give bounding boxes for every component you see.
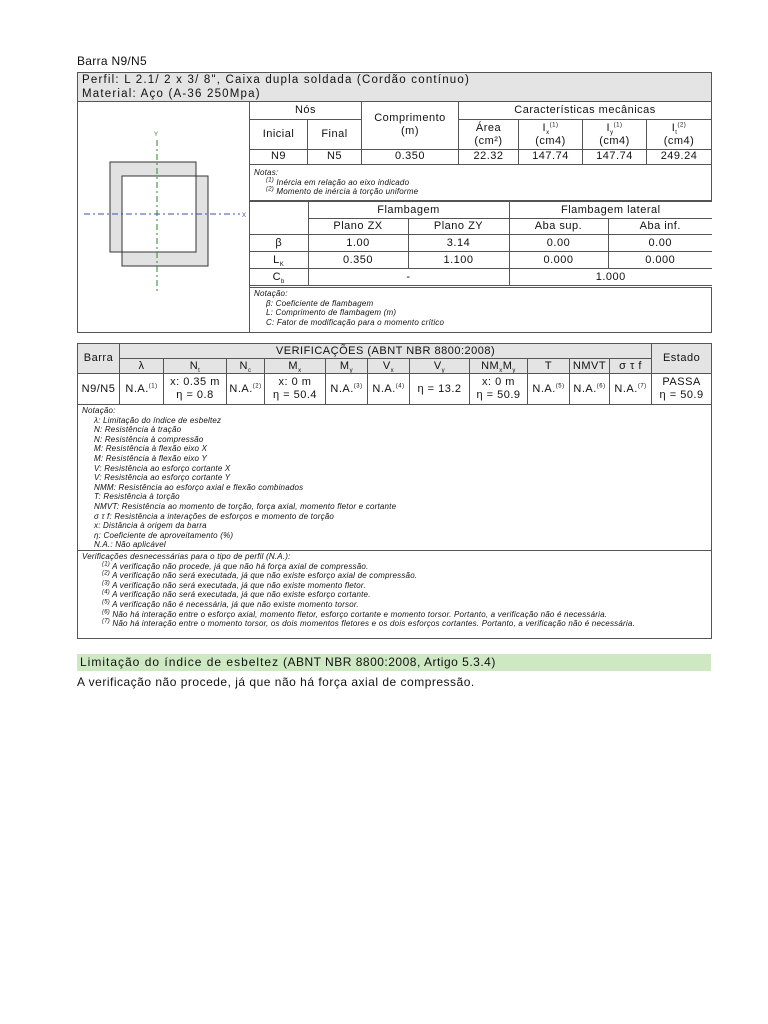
list-item: M: Resistência à flexão eixo Y xyxy=(94,453,208,463)
list-item: $^{(2)}$ A verificação não será executada, já que não existe esforço axial de compressão. xyxy=(102,570,418,581)
note-2: Momento de inércia à torção uniforme xyxy=(276,187,419,197)
list-item: N: Resistência à compressão xyxy=(94,434,204,444)
lk-inf: 0.000 xyxy=(608,252,712,269)
buckling-table xyxy=(250,201,712,286)
cb-lateral: 1.000 xyxy=(509,269,712,286)
beta-inf: 0.00 xyxy=(608,235,712,252)
cell-nc: N.A.$^{(2)}$ xyxy=(227,374,265,405)
col-vx: $V_x$ xyxy=(368,359,410,374)
list-item: $^{(1)}$ A verificação não procede, já que não há força axial de compressão. xyxy=(102,560,369,571)
list-item: x: Distância à origem da barra xyxy=(94,521,207,531)
cell-iy: 147.74 xyxy=(583,149,647,164)
buckling-wrapper xyxy=(250,200,712,288)
section-heading xyxy=(77,654,711,671)
col-t: T xyxy=(528,359,570,374)
note-1: Inércia em relação ao eixo indicado xyxy=(276,177,410,187)
ix-unit: (cm4) xyxy=(535,134,566,147)
inicial-header: Inicial xyxy=(250,120,308,150)
list-item: λ: Limitação do índice de esbeltez xyxy=(94,415,222,425)
bar-title: Barra N9/N5 xyxy=(77,54,147,68)
cell-lambda: N.A.$^{(1)}$ xyxy=(120,374,164,405)
col-vy: $V_y$ xyxy=(410,359,470,374)
lk-zx: 0.350 xyxy=(308,252,408,269)
it-unit: (cm4) xyxy=(663,134,695,147)
verif-notation-title: Notação: xyxy=(82,406,116,415)
col-stf: σ τ f xyxy=(610,359,652,374)
iy-unit: (cm4) xyxy=(599,134,630,147)
list-item: NMVT: Resistência ao momento de torção, força axial, momento fletor e cortante xyxy=(94,501,397,511)
list-item: NMM: Resistência ao esforço axial e flexão combinados xyxy=(94,482,304,492)
plano-zx-header: Plano ZX xyxy=(308,219,408,235)
cell-vy: η = 13.2 xyxy=(410,374,470,405)
beta-zx: 1.00 xyxy=(308,235,408,252)
aba-sup-header: Aba sup. xyxy=(509,219,608,235)
cell-vx: N.A.$^{(4)}$ xyxy=(368,374,410,405)
plano-zy-header: Plano ZY xyxy=(408,219,509,235)
cell-nmvt: N.A.$^{(6)}$ xyxy=(570,374,610,405)
col-nc: $N_c$ xyxy=(227,359,265,374)
cell-final: N5 xyxy=(308,149,362,164)
col-mx: $M_x$ xyxy=(265,359,326,374)
profile-line-1: Perfil: L 2.1/ 2 x 3/ 8", Caixa dupla soldada (Cordão contínuo) xyxy=(82,74,471,86)
list-item: V: Resistência ao esforço cortante Y xyxy=(94,473,231,483)
cell-comprimento: 0.350 xyxy=(362,149,459,164)
aba-inf-header: Aba inf. xyxy=(608,219,712,235)
buckling-notation xyxy=(250,288,712,333)
estado-header: Estado xyxy=(652,344,712,374)
nos-header: Nós xyxy=(250,102,362,120)
beta-sup: 0.00 xyxy=(509,235,608,252)
section-title: Limitação do índice de esbeltez xyxy=(80,655,280,669)
cell-barra: N9/N5 xyxy=(78,374,120,405)
list-item: N.A.: Não aplicável xyxy=(94,540,166,550)
final-header: Final xyxy=(308,120,362,150)
col-lambda: λ xyxy=(120,359,164,374)
table-row xyxy=(250,252,712,269)
area-unit: (cm²) xyxy=(474,134,503,147)
inertia-notes: Notas: $^{(1)}$ Inércia em relação ao eixo indicado $^{(2)}$ Momento de inércia à torção uniforme xyxy=(250,165,712,201)
cell-stf: N.A.$^{(7)}$ xyxy=(610,374,652,405)
profile-table xyxy=(77,72,712,333)
lk-label: $L_K$ xyxy=(250,252,308,269)
buckling-corner xyxy=(250,202,308,235)
col-my: $M_y$ xyxy=(326,359,368,374)
table-row xyxy=(250,269,712,286)
notes-title: Notas: xyxy=(254,167,279,177)
profile-drawing-cell xyxy=(78,102,250,333)
notation-beta: β: Coeficiente de flambagem xyxy=(266,298,374,308)
list-item: $^{(4)}$ A verificação não será executada, já que não existe esforço cortante. xyxy=(102,589,371,600)
area-header xyxy=(459,120,519,150)
cell-estado: PASSA η = 50.9 xyxy=(652,374,712,405)
notation-cb: C: Fator de modificação para o momento crítico xyxy=(266,317,445,327)
iy-header: $I_y^{(1)}$ (cm4) xyxy=(583,120,647,150)
notation-title: Notação: xyxy=(254,289,288,299)
cell-ix: 147.74 xyxy=(519,149,583,164)
cell-nmm: x: 0 m η = 50.9 xyxy=(470,374,528,405)
section-drawing xyxy=(78,102,250,328)
cell-t: N.A.$^{(5)}$ xyxy=(528,374,570,405)
table-row xyxy=(250,235,712,252)
barra-header: Barra xyxy=(78,344,120,374)
list-item: $^{(5)}$ A verificação não é necessária, já que não existe momento torsor. xyxy=(102,599,359,609)
verification-table xyxy=(77,343,712,639)
lk-zy: 1.100 xyxy=(408,252,509,269)
cell-my: N.A.$^{(3)}$ xyxy=(326,374,368,405)
verification-notation xyxy=(78,405,712,551)
col-nmvt: NMVT xyxy=(570,359,610,374)
cell-mx: x: 0 m η = 50.4 xyxy=(265,374,326,405)
beta-label: β xyxy=(250,235,308,252)
cell-area: 22.32 xyxy=(459,149,519,164)
cell-it: 249.24 xyxy=(647,149,712,164)
list-item: σ τ f: Resistência a interações de esforços e momento de torção xyxy=(94,511,335,521)
list-item: N: Resistência à tração xyxy=(94,425,182,435)
cell-nt: x: 0.35 m η = 0.8 xyxy=(164,374,227,405)
y-axis-label: Y xyxy=(154,132,159,138)
ix-header: $I_x^{(1)}$ (cm4) xyxy=(519,120,583,150)
x-axis-label: X xyxy=(242,213,247,219)
it-header: $I_t^{(2)}$ (cm4) xyxy=(647,120,712,150)
cb-label: $C_b$ xyxy=(250,269,308,286)
area-label: Área xyxy=(475,121,502,134)
list-item: M: Resistência à flexão eixo X xyxy=(94,444,208,454)
section-reference: (ABNT NBR 8800:2008, Artigo 5.3.4) xyxy=(279,655,496,669)
flambagem-lateral-header: Flambagem lateral xyxy=(509,202,712,219)
notation-lk: L: Comprimento de flambagem (m) xyxy=(266,308,397,318)
cell-inicial: N9 xyxy=(250,149,308,164)
comprimento-label-2: (m) xyxy=(401,125,419,138)
cb-flambagem: - xyxy=(308,269,509,286)
profile-header xyxy=(78,73,712,102)
table-row xyxy=(78,374,712,405)
comprimento-header xyxy=(362,102,459,150)
list-item: V: Resistência ao esforço cortante X xyxy=(94,463,231,473)
verificacoes-title: VERIFICAÇÕES (ABNT NBR 8800:2008) xyxy=(120,344,652,359)
col-nmm: $NM_xM_y$ xyxy=(470,359,528,374)
list-item: $^{(6)}$ Não há interação entre o esforço axial, momento fletor, esforço cortante e momento torsor. Portanto, a verificação não é necessária. xyxy=(102,608,608,619)
mech-header: Características mecânicas xyxy=(459,102,712,120)
comprimento-label-1: Comprimento xyxy=(374,112,446,125)
col-nt: $N_t$ xyxy=(164,359,227,374)
profile-line-2: Material: Aço (A-36 250Mpa) xyxy=(82,88,261,100)
list-item: $^{(7)}$ Não há interação entre o momento torsor, os dois momentos fletores e os dois esforços cortantes. Portanto, a verificação não é necessária. xyxy=(102,618,635,629)
beta-zy: 3.14 xyxy=(408,235,509,252)
list-item: $^{(3)}$ A verificação não será executada, já que não existe momento fletor. xyxy=(102,580,366,590)
na-notes xyxy=(78,551,712,639)
section-body: A verificação não procede, já que não há força axial de compressão. xyxy=(77,675,475,689)
flambagem-header: Flambagem xyxy=(308,202,509,219)
lk-sup: 0.000 xyxy=(509,252,608,269)
list-item: T: Resistência à torção xyxy=(94,492,180,502)
list-item: η: Coeficiente de aproveitamento (%) xyxy=(94,530,234,540)
na-title: Verificações desnecessárias para o tipo de perfil (N.A.): xyxy=(82,552,291,561)
